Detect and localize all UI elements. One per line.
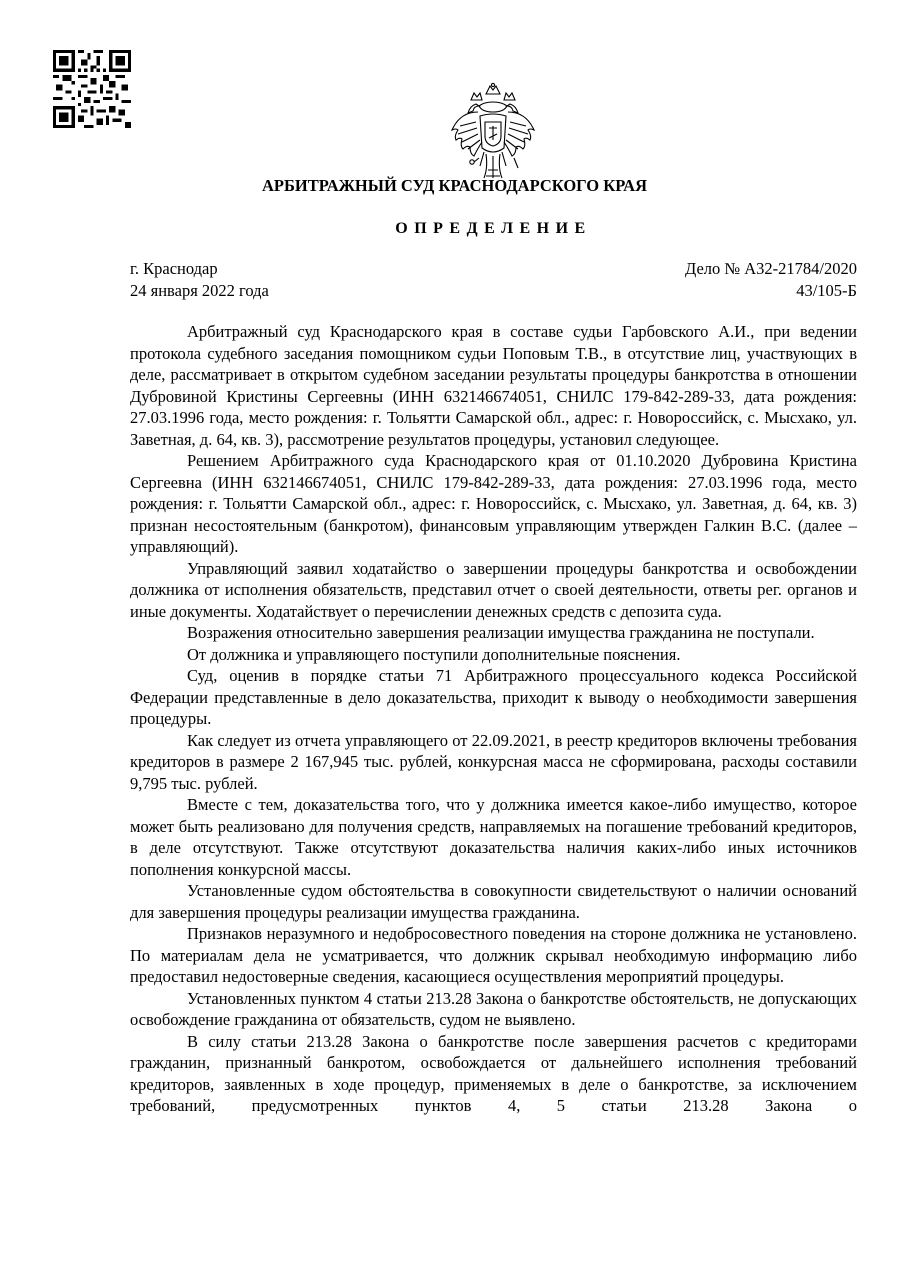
coat-of-arms-icon bbox=[446, 82, 540, 182]
case-number: Дело № А32-21784/2020 bbox=[684, 259, 857, 278]
paragraph: Решением Арбитражного суда Краснодарского края от 01.10.2020 Дубровина Кристина Сергеевна (ИНН 632146674051, СНИЛС 179-842-289-33, дата рождения: 27.03.1996 года, место рождения: г. Тольятти Самарской обл., адрес: г. Новороссийск, с. Мысхако, ул. Заветная, д. 64, кв. 3) признан несостоятельным (банкротом), финансовым управляющим утвержден Галкин В.С. (далее – управляющий). bbox=[130, 451, 857, 556]
qr-code-icon bbox=[53, 50, 131, 128]
decision-date: 24 января 2022 года bbox=[130, 280, 269, 300]
paragraph: Вместе с тем, доказательства того, что у должника имеется какое-либо имущество, которое может быть реализовано для получения средств, направляемых на погашение требований кредиторов, в деле отсутствуют. Также отсутствуют доказательства наличия каких-либо иных источников пополнения конкурсной массы. bbox=[130, 795, 857, 879]
paragraph: Арбитражный суд Краснодарского края в составе судьи Гарбовского А.И., при ведении протокола судебного заседания помощником судьи Поповым Т.В., в отсутствие лиц, участвующих в деле, рассматривает в открытом судебном заседании результаты процедуры банкротства в отношении Дубровиной Кристины Сергеевны (ИНН 632146674051, СНИЛС 179-842-289-33, дата рождения: 27.03.1996 года, место рождения: г. Тольятти Самарской обл., адрес: г. Новороссийск, с. Мысхако, ул. Заветная, д. 64, кв. 3), рассмотрение результатов процедуры, установил следующее. bbox=[130, 322, 857, 449]
paragraph: Суд, оценив в порядке статьи 71 Арбитражного процессуального кодекса Российской Федерации представленные в дело доказательства, приходит к выводу о необходимости завершения процедуры. bbox=[130, 666, 857, 728]
place-date bbox=[130, 258, 269, 301]
case-subnumber: 43/105-Б bbox=[796, 280, 857, 300]
city: г. Краснодар bbox=[130, 259, 218, 278]
paragraph: Установленных пунктом 4 статьи 213.28 Закона о банкротстве обстоятельств, не допускающих освобождение гражданина от обязательств, судом не выявлено. bbox=[130, 988, 857, 1029]
paragraph: Установленные судом обстоятельства в совокупности свидетельствуют о наличии оснований для завершения процедуры реализации имущества гражданина. bbox=[130, 881, 857, 922]
paragraph: От должника и управляющего поступили дополнительные пояснения. bbox=[187, 644, 681, 664]
case-info bbox=[685, 258, 857, 301]
paragraph: Возражения относительно завершения реализации имущества гражданина не поступали. bbox=[187, 623, 815, 642]
paragraph: Как следует из отчета управляющего от 22.09.2021, в реестр кредиторов включены требования кредиторов в размере 2 167,945 тыс. рублей, конкурсная масса не сформирована, расходы составили 9,795 тыс. рублей. bbox=[130, 730, 857, 793]
paragraph: Управляющий заявил ходатайство о завершении процедуры банкротства и освобождении должника от исполнения обязательств, представил отчет о своей деятельности, ответы рег. органов и иные документы. Ходатайствует о перечислении денежных средств с депозита суда. bbox=[130, 558, 857, 621]
paragraph: В силу статьи 213.28 Закона о банкротстве после завершения расчетов с кредиторами гражданин, признанный банкротом, освобождается от дальнейшего исполнения требований кредиторов, заявленных в ходе процедур, применяемых в деле о банкротстве, за исключением требований, предусмотренных пунктов 4, 5 статьи 213.28 Закона о bbox=[130, 1031, 857, 1115]
document-body bbox=[130, 321, 857, 1117]
paragraph: Признаков неразумного и недобросовестного поведения на стороне должника не установлено. По материалам дела не усматривается, что должник скрывал необходимую информацию либо предоставил недостоверные сведения, касающиеся осуществления мероприятий процедуры. bbox=[130, 924, 857, 986]
document-type: ОПРЕДЕЛЕНИЕ bbox=[395, 220, 592, 237]
court-name: АРБИТРАЖНЫЙ СУД КРАСНОДАРСКОГО КРАЯ bbox=[261, 176, 647, 195]
